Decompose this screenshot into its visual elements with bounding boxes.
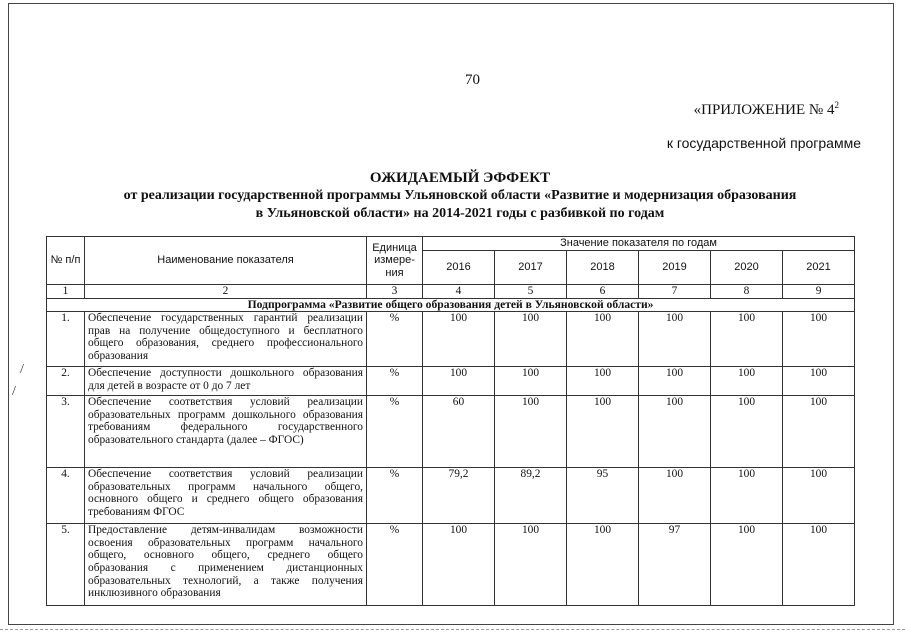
column-number: 5 bbox=[495, 285, 567, 299]
row-number: 1. bbox=[47, 312, 85, 367]
appendix-text: «ПРИЛОЖЕНИЕ № 4 bbox=[693, 102, 835, 118]
document-title bbox=[60, 170, 860, 223]
value-cell: 100 bbox=[495, 524, 567, 606]
column-number: 7 bbox=[639, 285, 711, 299]
appendix-superscript: 2 bbox=[834, 100, 839, 110]
margin-mark: / bbox=[20, 362, 24, 377]
row-number: 4. bbox=[47, 468, 85, 524]
value-cell: 100 bbox=[495, 312, 567, 367]
value-cell: 100 bbox=[639, 468, 711, 524]
indicator-unit: % bbox=[367, 396, 423, 468]
value-cell: 100 bbox=[711, 524, 783, 606]
title-line-3: в Ульяновской области» на 2014-2021 годы с разбивкой по годам bbox=[255, 206, 665, 221]
value-cell: 100 bbox=[639, 367, 711, 396]
header-year: 2021 bbox=[783, 251, 855, 285]
header-name: Наименование показателя bbox=[85, 237, 367, 285]
value-cell: 95 bbox=[567, 468, 639, 524]
value-cell: 100 bbox=[639, 396, 711, 468]
indicator-name: Предоставление детям-инвалидам возможности освоения образовательных программ начального общего, основного общего, среднего общего образования с применением дистанционных образовательных технологий, а также получения инклюзивного образования bbox=[85, 524, 367, 606]
page-bottom-edge bbox=[0, 629, 905, 630]
title-line-2: от реализации государственной программы Ульяновской области «Развитие и модернизация образования bbox=[123, 188, 797, 203]
appendix-label bbox=[694, 100, 839, 119]
indicator-name: Обеспечение соответствия условий реализации образовательных программ начального общего, основного общего и среднего общего образования требованиям ФГОС bbox=[85, 468, 367, 524]
column-numbers-row bbox=[47, 285, 855, 299]
header-year: 2019 bbox=[639, 251, 711, 285]
value-cell: 100 bbox=[423, 524, 495, 606]
value-cell: 100 bbox=[567, 312, 639, 367]
page-number: 70 bbox=[465, 72, 480, 88]
indicator-name: Обеспечение соответствия условий реализации образовательных программ дошкольного образования требованиям федерального государственного образовательного стандарта (далее – ФГОС) bbox=[85, 396, 367, 468]
value-cell: 100 bbox=[423, 312, 495, 367]
header-values: Значение показателя по годам bbox=[423, 237, 855, 251]
value-cell: 100 bbox=[783, 312, 855, 367]
table-row bbox=[47, 468, 855, 524]
value-cell: 60 bbox=[423, 396, 495, 468]
header-year: 2020 bbox=[711, 251, 783, 285]
row-number: 3. bbox=[47, 396, 85, 468]
value-cell: 100 bbox=[783, 367, 855, 396]
column-number: 4 bbox=[423, 285, 495, 299]
value-cell: 100 bbox=[711, 468, 783, 524]
column-number: 3 bbox=[367, 285, 423, 299]
column-number: 2 bbox=[85, 285, 367, 299]
indicator-name: Обеспечение доступности дошкольного образования для детей в возрасте от 0 до 7 лет bbox=[85, 367, 367, 396]
header-year: 2018 bbox=[567, 251, 639, 285]
value-cell: 79,2 bbox=[423, 468, 495, 524]
value-cell: 100 bbox=[495, 396, 567, 468]
header-year: 2016 bbox=[423, 251, 495, 285]
value-cell: 100 bbox=[783, 468, 855, 524]
value-cell: 100 bbox=[783, 524, 855, 606]
column-number: 9 bbox=[783, 285, 855, 299]
table-row bbox=[47, 396, 855, 468]
title-main: ОЖИДАЕМЫЙ ЭФФЕКТ bbox=[369, 170, 551, 186]
indicator-name: Обеспечение государственных гарантий реализации прав на получение общедоступного и бесплатного общего образования, среднего профессионального образования bbox=[85, 312, 367, 367]
section-row bbox=[47, 298, 855, 312]
header-year: 2017 bbox=[495, 251, 567, 285]
value-cell: 100 bbox=[639, 312, 711, 367]
value-cell: 100 bbox=[783, 396, 855, 468]
table-row bbox=[47, 367, 855, 396]
value-cell: 100 bbox=[711, 312, 783, 367]
indicator-unit: % bbox=[367, 524, 423, 606]
table-row bbox=[47, 312, 855, 367]
indicators-table bbox=[46, 236, 855, 606]
indicator-unit: % bbox=[367, 312, 423, 367]
value-cell: 97 bbox=[639, 524, 711, 606]
program-reference: к государственной программе bbox=[666, 135, 861, 151]
row-number: 2. bbox=[47, 367, 85, 396]
indicator-unit: % bbox=[367, 367, 423, 396]
column-number: 1 bbox=[47, 285, 85, 299]
column-number: 6 bbox=[567, 285, 639, 299]
margin-mark: / bbox=[12, 384, 16, 399]
row-number: 5. bbox=[47, 524, 85, 606]
value-cell: 89,2 bbox=[495, 468, 567, 524]
section-title: Подпрограмма «Развитие общего образования детей в Ульяновской области» bbox=[47, 298, 855, 312]
header-unit: Единица измере-ния bbox=[367, 237, 423, 285]
value-cell: 100 bbox=[423, 367, 495, 396]
value-cell: 100 bbox=[567, 524, 639, 606]
column-number: 8 bbox=[711, 285, 783, 299]
value-cell: 100 bbox=[495, 367, 567, 396]
value-cell: 100 bbox=[711, 367, 783, 396]
table-row bbox=[47, 524, 855, 606]
value-cell: 100 bbox=[711, 396, 783, 468]
indicator-unit: % bbox=[367, 468, 423, 524]
header-num: № п/п bbox=[47, 237, 85, 285]
value-cell: 100 bbox=[567, 367, 639, 396]
value-cell: 100 bbox=[567, 396, 639, 468]
